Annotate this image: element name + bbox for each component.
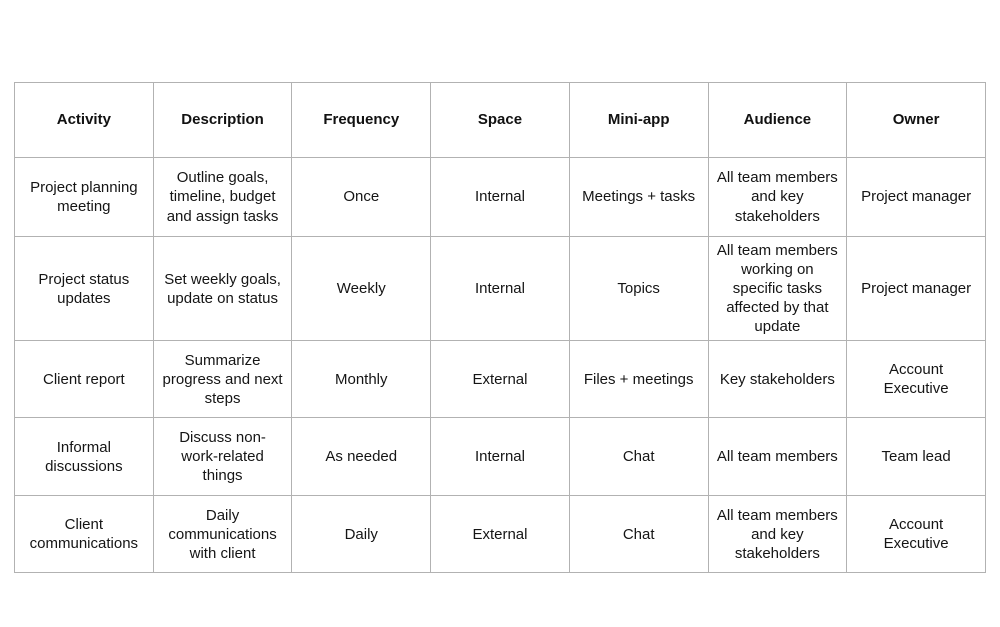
cell-mini-app: Chat <box>569 418 708 496</box>
column-header-mini-app: Mini-app <box>569 83 708 158</box>
cell-activity: Client communications <box>15 496 154 573</box>
table-row <box>15 237 986 341</box>
cell-frequency: As needed <box>292 418 431 496</box>
cell-owner: Account Executive <box>847 496 986 573</box>
cell-space: Internal <box>431 418 570 496</box>
cell-activity: Project planning meeting <box>15 158 154 237</box>
column-header-audience: Audience <box>708 83 847 158</box>
cell-description: Set weekly goals, update on status <box>153 237 292 341</box>
table-row <box>15 341 986 418</box>
table-row <box>15 418 986 496</box>
cell-audience: All team members working on specific tasks affected by that update <box>708 237 847 341</box>
cell-space: Internal <box>431 237 570 341</box>
column-header-space: Space <box>431 83 570 158</box>
cell-description: Daily communications with client <box>153 496 292 573</box>
cell-audience: All team members and key stakeholders <box>708 158 847 237</box>
cell-audience: All team members and key stakeholders <box>708 496 847 573</box>
cell-owner: Project manager <box>847 237 986 341</box>
cell-space: Internal <box>431 158 570 237</box>
communication-plan-table <box>14 82 986 573</box>
cell-description: Discuss non-work-related things <box>153 418 292 496</box>
cell-frequency: Daily <box>292 496 431 573</box>
cell-activity: Informal discussions <box>15 418 154 496</box>
column-header-owner: Owner <box>847 83 986 158</box>
cell-frequency: Weekly <box>292 237 431 341</box>
cell-owner: Account Executive <box>847 341 986 418</box>
cell-mini-app: Chat <box>569 496 708 573</box>
cell-mini-app: Files + meetings <box>569 341 708 418</box>
cell-description: Summarize progress and next steps <box>153 341 292 418</box>
column-header-description: Description <box>153 83 292 158</box>
cell-audience: All team members <box>708 418 847 496</box>
cell-activity: Project status updates <box>15 237 154 341</box>
column-header-activity: Activity <box>15 83 154 158</box>
cell-mini-app: Topics <box>569 237 708 341</box>
cell-owner: Project manager <box>847 158 986 237</box>
cell-audience: Key stakeholders <box>708 341 847 418</box>
cell-owner: Team lead <box>847 418 986 496</box>
cell-mini-app: Meetings + tasks <box>569 158 708 237</box>
cell-space: External <box>431 341 570 418</box>
table-header-row <box>15 83 986 158</box>
cell-activity: Client report <box>15 341 154 418</box>
cell-space: External <box>431 496 570 573</box>
table-row <box>15 158 986 237</box>
table-row <box>15 496 986 573</box>
cell-frequency: Monthly <box>292 341 431 418</box>
column-header-frequency: Frequency <box>292 83 431 158</box>
cell-description: Outline goals, timeline, budget and assign tasks <box>153 158 292 237</box>
cell-frequency: Once <box>292 158 431 237</box>
